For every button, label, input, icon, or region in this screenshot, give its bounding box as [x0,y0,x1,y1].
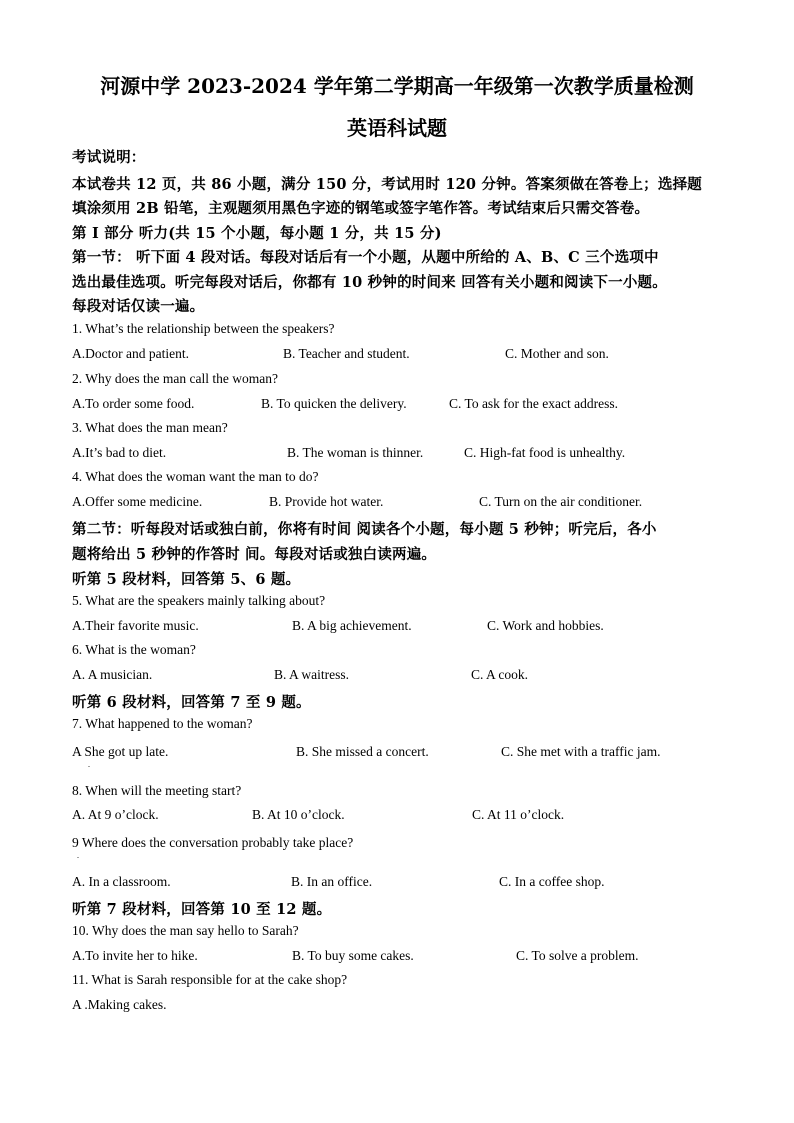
part1-heading: 第 I 部分 听力(共 15 个小题，每小题 1 分，共 15 分) [72,225,442,242]
material-5-heading: 听第 5 段材料，回答第 5、6 题。 [72,571,301,588]
q3-option-c: C. High-fat food is unhealthy. [464,445,626,460]
q4-option-a: A.Offer some medicine. [72,494,203,509]
q7-option-b: B. She missed a concert. [296,744,429,759]
q4-option-b: B. Provide hot water. [269,494,384,509]
instructions-label: 考试说明： [72,149,146,166]
question-1: 1. What’s the relationship between the speakers? [72,321,335,336]
q7-option-a: A She got up late. [72,744,169,759]
material-7-heading: 听第 7 段材料，回答第 10 至 12 题。 [72,901,332,918]
q7-option-c: C. She met with a traffic jam. [501,744,661,759]
q2-option-c: C. To ask for the exact address. [449,396,619,411]
q5-option-b: B. A big achievement. [292,618,412,633]
q8-option-c: C. At 11 o’clock. [472,807,565,822]
question-8: 8. When will the meeting start? [72,783,242,798]
question-2: 2. Why does the man call the woman? [72,371,278,386]
q6-option-c: C. A cook. [471,667,529,682]
q5-option-c: C. Work and hobbies. [487,618,604,633]
q2-option-b: B. To quicken the delivery. [261,396,407,411]
stray-dot-mark: . [77,851,79,860]
q1-option-c: C. Mother and son. [505,346,609,361]
section1-instructions-line-3: 每段对话仅读一遍。 [72,298,205,315]
q6-option-b: B. A waitress. [274,667,350,682]
q9-option-c: C. In a coffee shop. [499,874,605,889]
stray-dot-mark: . [88,760,90,769]
question-4: 4. What does the woman want the man to do? [72,469,319,484]
exam-title: 河源中学 2023-2024 学年第二学期高一年级第一次教学质量检测 [100,74,694,98]
q4-option-c: C. Turn on the air conditioner. [479,494,643,509]
q3-option-a: A.It’s bad to diet. [72,445,167,460]
q9-option-b: B. In an office. [291,874,373,889]
q8-option-b: B. At 10 o’clock. [252,807,345,822]
instructions-line-2: 填涂须用 2B 铅笔，主观题须用黑色字迹的钢笔或签字笔作答。考试结束后只需交答卷。 [72,200,650,217]
question-6: 6. What is the woman? [72,642,196,657]
section2-instructions-line-1: 第二节：听每段对话或独白前，你将有时间 阅读各个小题，每小题 5 秒钟；听完后，各小 [72,521,657,538]
instructions-line-1: 本试卷共 12 页，共 86 小题，满分 150 分，考试用时 120 分钟。答案须做在答卷上；选择题 [72,176,702,193]
q5-option-a: A.Their favorite music. [72,618,199,633]
question-7: 7. What happened to the woman? [72,716,253,731]
section1-instructions-line-2: 选出最佳选项。听完每段对话后，你都有 10 秒钟的时间来 回答有关小题和阅读下一小题。 [72,274,667,291]
q1-option-b: B. Teacher and student. [283,346,410,361]
question-5: 5. What are the speakers mainly talking about? [72,593,326,608]
q8-option-a: A. At 9 o’clock. [72,807,159,822]
q10-option-b: B. To buy some cakes. [292,948,414,963]
exam-subtitle: 英语科试题 [347,116,447,140]
question-9: 9 Where does the conversation probably take place? [72,835,354,850]
q11-option-a: A .Making cakes. [72,997,167,1012]
q10-option-c: C. To solve a problem. [516,948,639,963]
q2-option-a: A.To order some food. [72,396,195,411]
material-6-heading: 听第 6 段材料，回答第 7 至 9 题。 [72,694,311,711]
section1-instructions-line-1: 第一节： 听下面 4 段对话。每段对话后有一个小题，从题中所给的 A、B、C 三个选项中 [72,249,659,266]
q10-option-a: A.To invite her to hike. [72,948,198,963]
question-11: 11. What is Sarah responsible for at the cake shop? [72,972,348,987]
q1-option-a: A.Doctor and patient. [72,346,189,361]
q6-option-a: A. A musician. [72,667,153,682]
question-10: 10. Why does the man say hello to Sarah? [72,923,299,938]
section2-instructions-line-2: 题将给出 5 秒钟的作答时 间。每段对话或独白读两遍。 [72,546,437,563]
q3-option-b: B. The woman is thinner. [287,445,424,460]
question-3: 3. What does the man mean? [72,420,228,435]
q9-option-a: A. In a classroom. [72,874,171,889]
